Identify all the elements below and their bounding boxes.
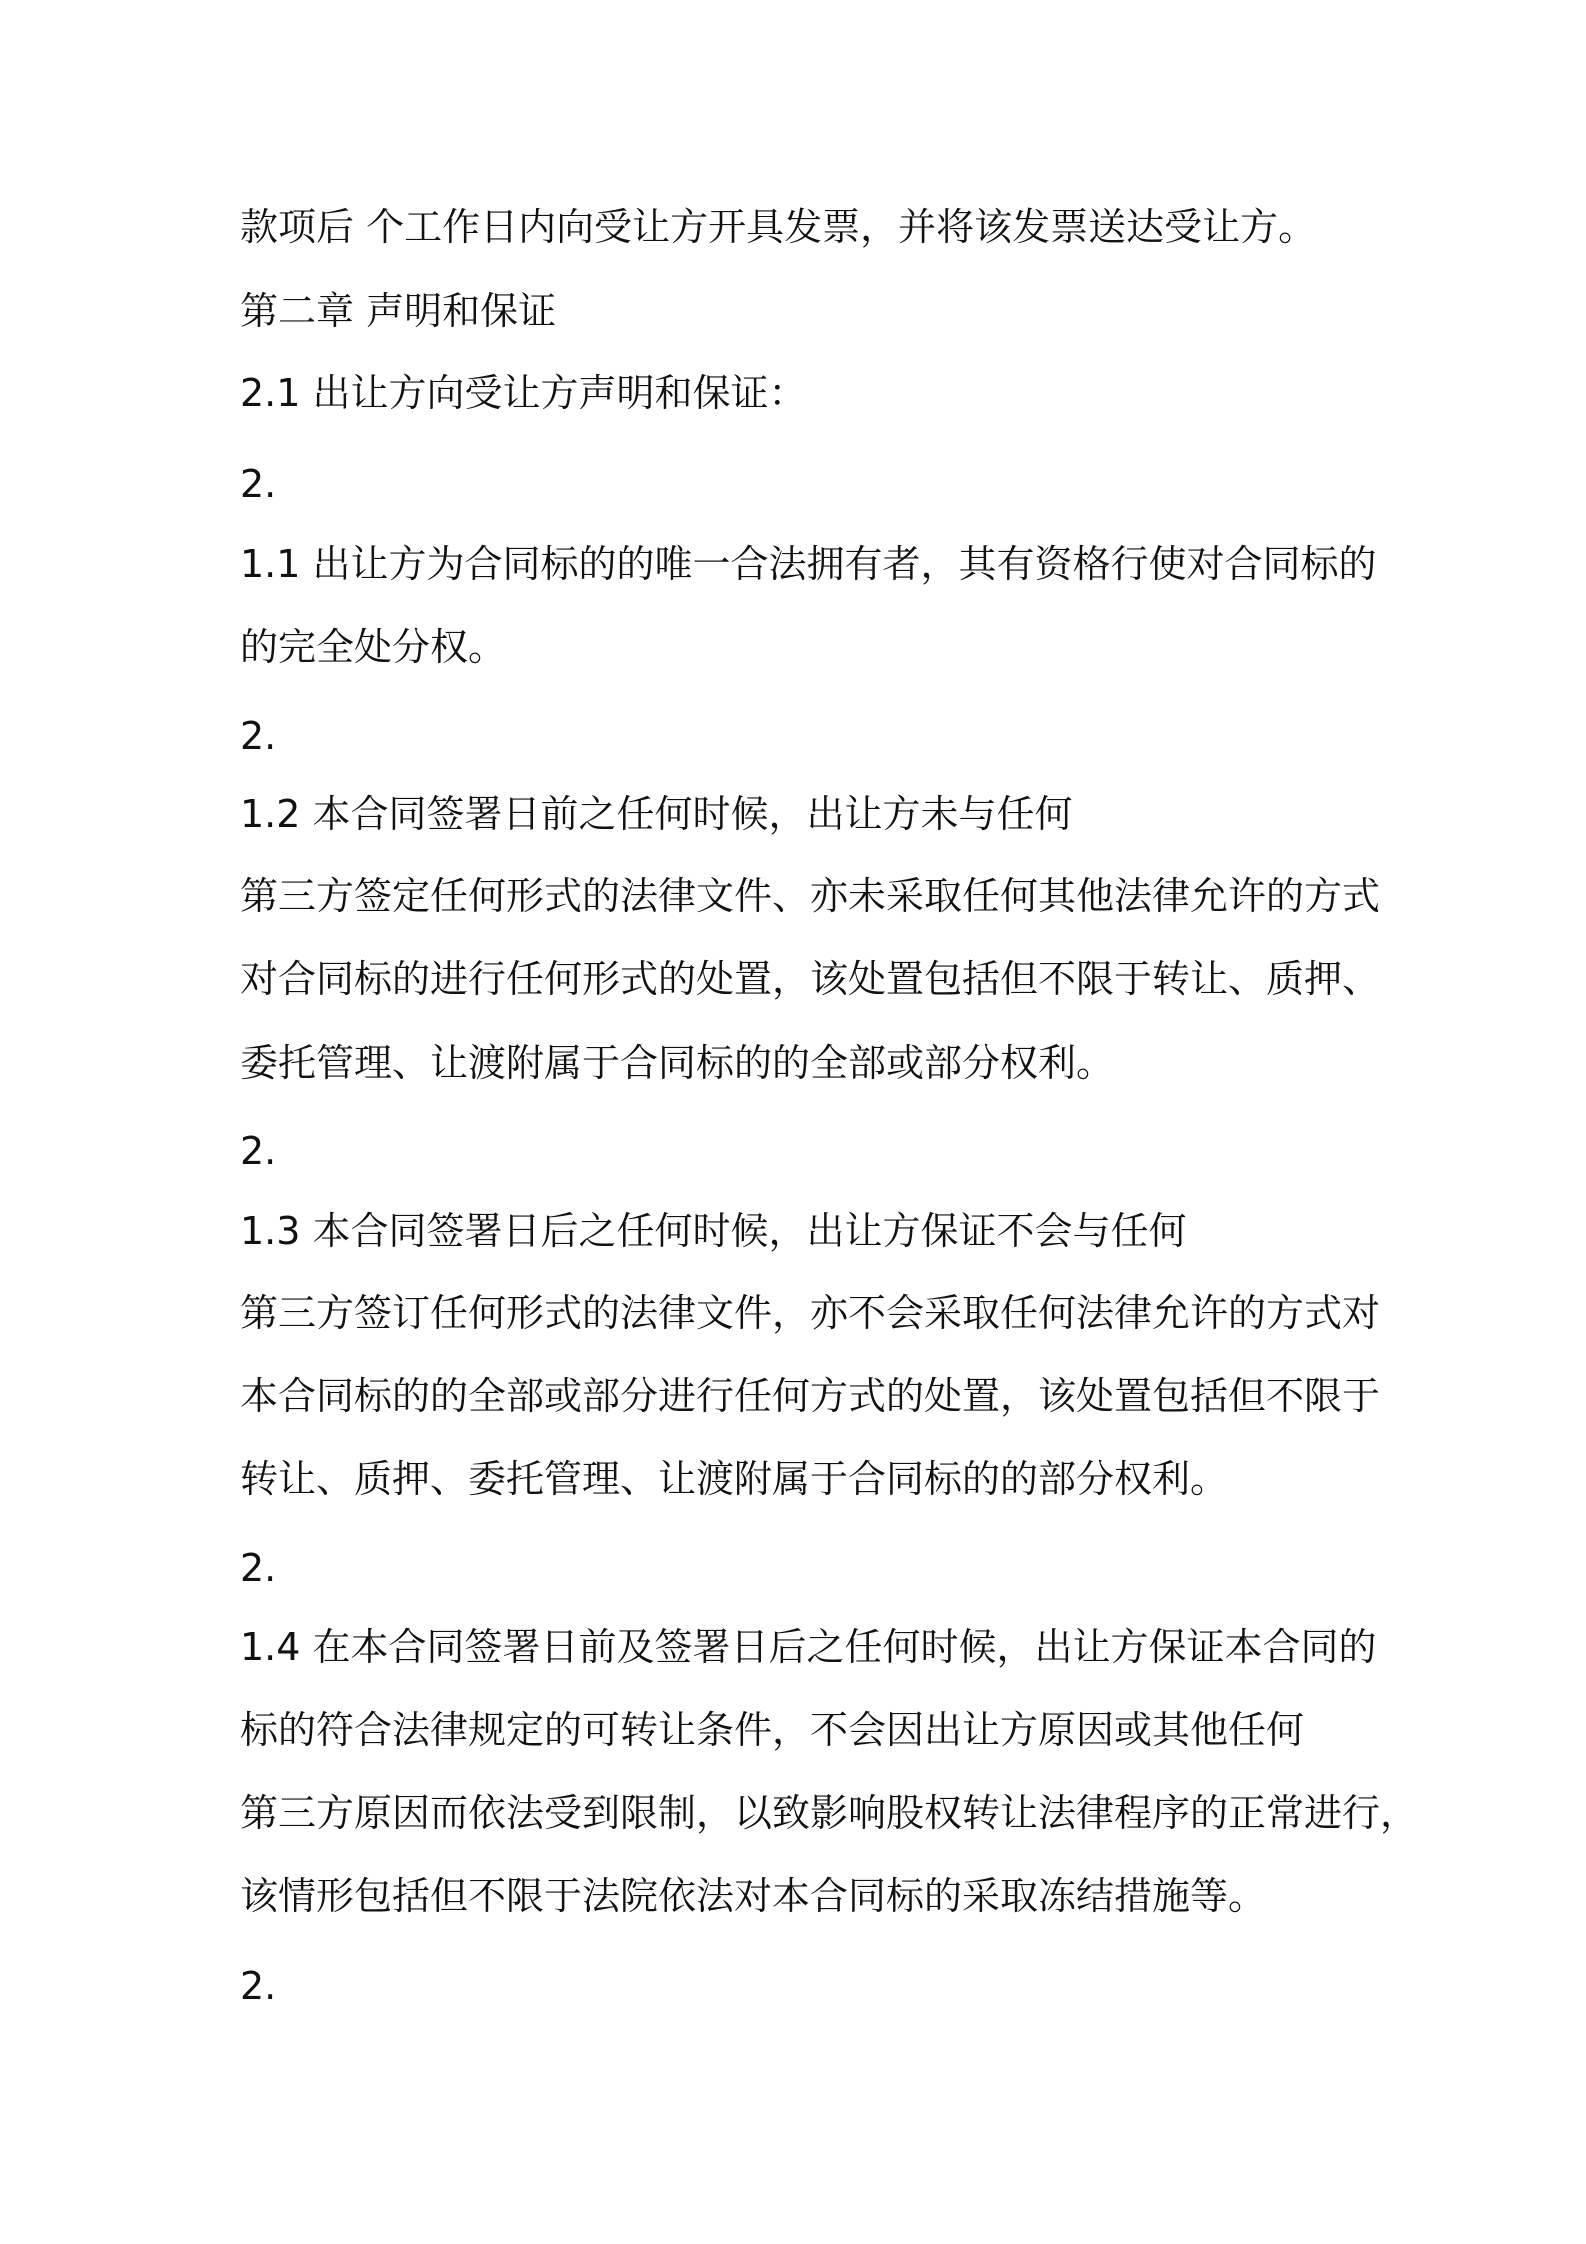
clause-number: 2. [240, 1546, 277, 1590]
text-line: 第三方签订任何形式的法律文件，亦不会采取任何法律允许的方式对 [240, 1291, 1381, 1335]
clause-number: 2. [240, 1964, 277, 2008]
text-line: 第三方签定任何形式的法律文件、亦未采取任何其他法律允许的方式 [240, 874, 1381, 918]
chapter-heading: 第二章 声明和保证 [240, 289, 557, 333]
text-line: 1.3 本合同签署日后之任何时候，出让方保证不会与任何 [240, 1209, 1187, 1253]
text-line: 第三方原因而依法受到限制，以致影响股权转让法律程序的正常进行， [240, 1791, 1419, 1835]
clause-number: 2. [240, 714, 277, 758]
text-line: 委托管理、让渡附属于合同标的的全部或部分权利。 [240, 1041, 1115, 1085]
text-line: 的完全处分权。 [240, 625, 507, 669]
text-line: 标的符合法律规定的可转让条件，不会因出让方原因或其他任何 [240, 1708, 1305, 1752]
text-line: 1.1 出让方为合同标的的唯一合法拥有者，其有资格行使对合同标的 [240, 542, 1377, 586]
clause-number: 2. [240, 462, 277, 506]
text-line: 本合同标的的全部或部分进行任何方式的处置，该处置包括但不限于 [240, 1374, 1381, 1418]
text-line: 1.2 本合同签署日前之任何时候，出让方未与任何 [240, 792, 1073, 836]
text-line: 1.4 在本合同签署日前及签署日后之任何时候，出让方保证本合同的 [240, 1625, 1377, 1669]
section-heading: 2.1 出让方向受让方声明和保证： [240, 371, 807, 415]
clause-number: 2. [240, 1129, 277, 1173]
text-line: 该情形包括但不限于法院依法对本合同标的采取冻结措施等。 [240, 1874, 1267, 1918]
text-line: 款项后 个工作日内向受让方开具发票，并将该发票送达受让方。 [240, 205, 1317, 249]
text-line: 转让、质押、委托管理、让渡附属于合同标的的部分权利。 [240, 1457, 1229, 1501]
text-line: 对合同标的进行任何形式的处置，该处置包括但不限于转让、质押、 [240, 957, 1381, 1001]
